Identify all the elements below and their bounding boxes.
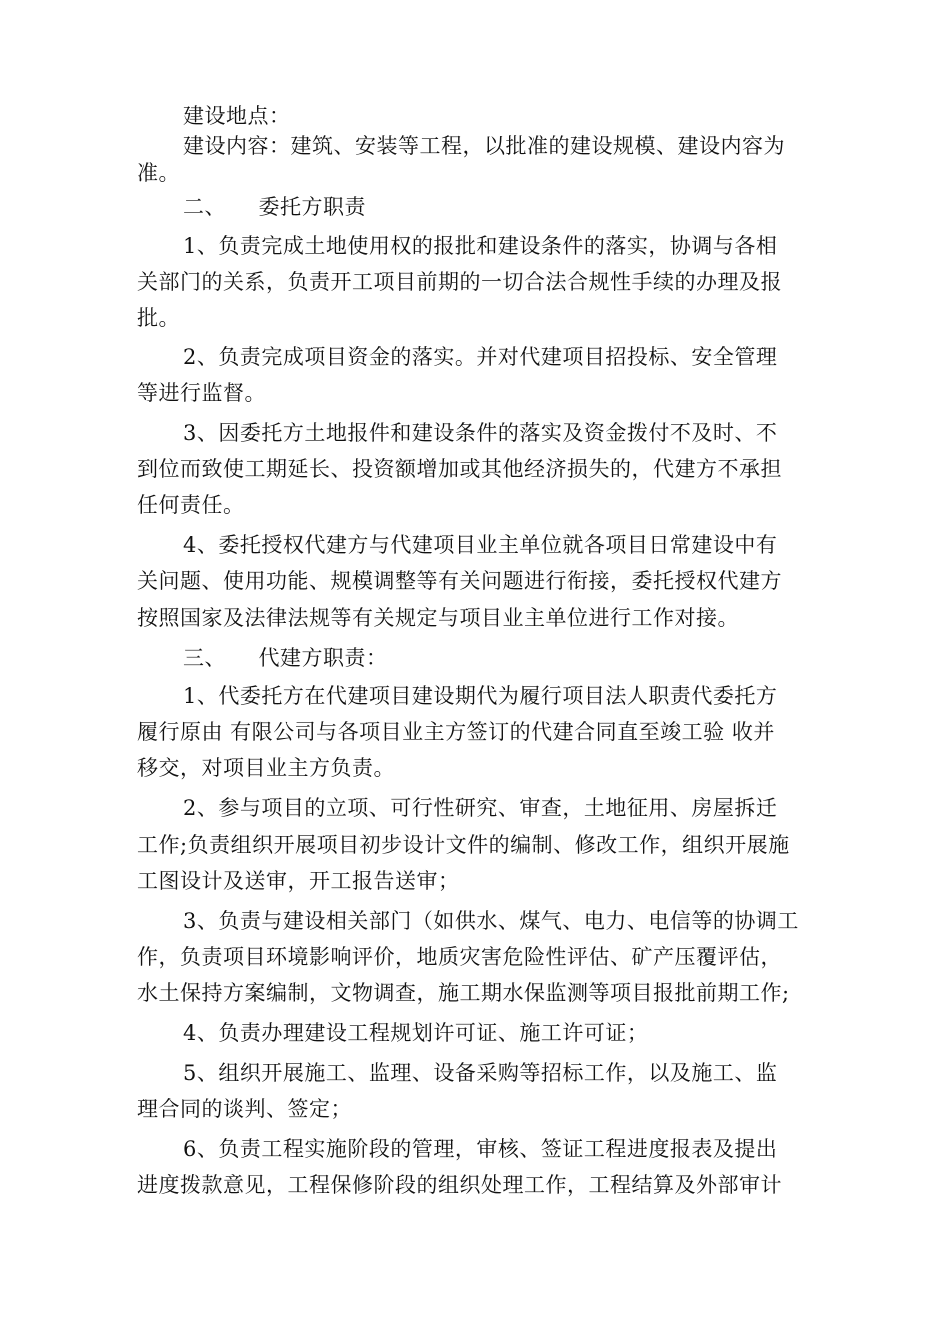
paragraph-line: 2、负责完成项目资金的落实。并对代建项目招投标、安全管理 bbox=[183, 345, 778, 369]
paragraph-line: 3、因委托方土地报件和建设条件的落实及资金拨付不及时、不 bbox=[183, 421, 778, 445]
section-heading-client-duties: 二、 委托方职责 bbox=[183, 195, 366, 219]
paragraph-line: 水土保持方案编制，文物调查，施工期水保监测等项目报批前期工作; bbox=[137, 981, 790, 1005]
paragraph-line: 履行原由 有限公司与各项目业主方签订的代建合同直至竣工验 收并 bbox=[137, 720, 775, 744]
paragraph-line: 按照国家及法律法规等有关规定与项目业主单位进行工作对接。 bbox=[137, 606, 739, 630]
paragraph-line: 1、负责完成土地使用权的报批和建设条件的落实，协调与各相 bbox=[183, 234, 778, 258]
paragraph-line: 3、负责与建设相关部门（如供水、煤气、电力、电信等的协调工 bbox=[183, 909, 799, 933]
paragraph-line: 6、负责工程实施阶段的管理，审核、签证工程进度报表及提出 bbox=[183, 1137, 778, 1161]
line-construction-location: 建设地点： bbox=[183, 104, 291, 128]
paragraph-line: 作，负责项目环境影响评价，地质灾害危险性评估、矿产压覆评估， bbox=[137, 945, 782, 969]
paragraph-line: 4、委托授权代建方与代建项目业主单位就各项目日常建设中有 bbox=[183, 533, 778, 557]
paragraph-line: 关问题、使用功能、规模调整等有关问题进行衔接，委托授权代建方 bbox=[137, 569, 782, 593]
section-heading-agent-duties: 三、 代建方职责： bbox=[183, 646, 388, 670]
paragraph-line: 移交，对项目业主方负责。 bbox=[137, 756, 395, 780]
paragraph-line: 到位而致使工期延长、投资额增加或其他经济损失的，代建方不承担 bbox=[137, 457, 782, 481]
line-construction-content: 建设内容：建筑、安装等工程，以批准的建设规模、建设内容为 bbox=[183, 134, 785, 158]
paragraph-line: 关部门的关系，负责开工项目前期的一切合法合规性手续的办理及报 bbox=[137, 270, 782, 294]
paragraph-line: 2、参与项目的立项、可行性研究、审查，土地征用、房屋拆迁 bbox=[183, 796, 778, 820]
paragraph-line: 理合同的谈判、签定； bbox=[137, 1097, 352, 1121]
paragraph-line: 批。 bbox=[137, 306, 180, 330]
paragraph-line: 等进行监督。 bbox=[137, 381, 266, 405]
line-construction-content-cont: 准。 bbox=[137, 161, 180, 185]
paragraph-line: 工作;负责组织开展项目初步设计文件的编制、修改工作，组织开展施 bbox=[137, 833, 790, 857]
paragraph-line: 工图设计及送审，开工报告送审； bbox=[137, 869, 460, 893]
paragraph-line: 任何责任。 bbox=[137, 493, 245, 517]
paragraph-line: 4、负责办理建设工程规划许可证、施工许可证； bbox=[183, 1021, 649, 1045]
paragraph-line: 进度拨款意见，工程保修阶段的组织处理工作，工程结算及外部审计 bbox=[137, 1173, 782, 1197]
paragraph-line: 5、组织开展施工、监理、设备采购等招标工作，以及施工、监 bbox=[183, 1061, 778, 1085]
paragraph-line: 1、代委托方在代建项目建设期代为履行项目法人职责代委托方 bbox=[183, 684, 778, 708]
